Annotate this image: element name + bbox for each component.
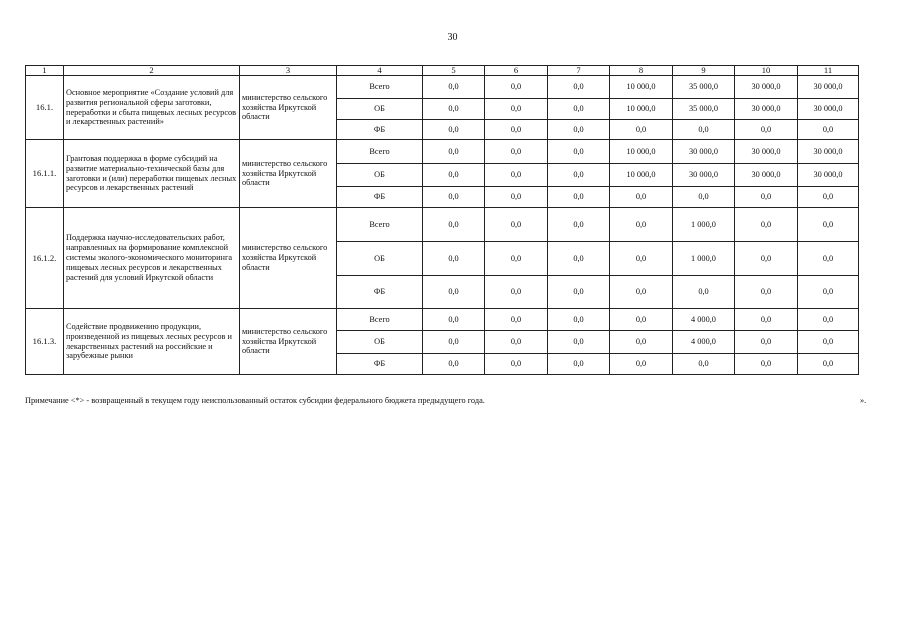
amount-cell: 0,0 xyxy=(798,187,859,208)
amount-cell: 0,0 xyxy=(485,309,548,331)
amount-cell: 0,0 xyxy=(548,309,610,331)
footnote: Примечание <*> - возвращенный в текущем году неиспользованный остаток субсидии федерального бюджета предыдущего года. xyxy=(25,396,485,405)
funding-source: ОБ xyxy=(337,164,423,187)
amount-cell: 0,0 xyxy=(735,187,798,208)
amount-cell: 1 000,0 xyxy=(673,242,735,276)
amount-cell: 30 000,0 xyxy=(798,99,859,120)
executor: министерство сельского хозяйства Иркутской области xyxy=(240,76,337,140)
amount-cell: 0,0 xyxy=(798,354,859,375)
amount-cell: 0,0 xyxy=(485,120,548,140)
amount-cell: 0,0 xyxy=(735,120,798,140)
amount-cell: 0,0 xyxy=(423,276,485,309)
amount-cell: 0,0 xyxy=(485,164,548,187)
amount-cell: 0,0 xyxy=(735,309,798,331)
funding-source: Всего xyxy=(337,140,423,164)
amount-cell: 0,0 xyxy=(548,120,610,140)
amount-cell: 0,0 xyxy=(610,242,673,276)
amount-cell: 0,0 xyxy=(548,331,610,354)
amount-cell: 0,0 xyxy=(610,331,673,354)
funding-source: ОБ xyxy=(337,242,423,276)
amount-cell: 0,0 xyxy=(548,276,610,309)
executor: министерство сельского хозяйства Иркутской области xyxy=(240,140,337,208)
amount-cell: 0,0 xyxy=(548,164,610,187)
activity-name: Содействие продвижению продукции, произведенной из пищевых лесных ресурсов и лекарственных растений на российские и зарубежные рынки xyxy=(64,309,240,375)
amount-cell: 0,0 xyxy=(485,76,548,99)
amount-cell: 0,0 xyxy=(798,331,859,354)
amount-cell: 0,0 xyxy=(423,120,485,140)
amount-cell: 0,0 xyxy=(735,208,798,242)
amount-cell: 0,0 xyxy=(610,120,673,140)
closing-quote-mark: ». xyxy=(860,396,867,405)
amount-cell: 10 000,0 xyxy=(610,76,673,99)
executor: министерство сельского хозяйства Иркутской области xyxy=(240,208,337,309)
amount-cell: 30 000,0 xyxy=(798,140,859,164)
amount-cell: 0,0 xyxy=(610,309,673,331)
header-row xyxy=(26,66,859,76)
amount-cell: 1 000,0 xyxy=(673,208,735,242)
activity-name: Поддержка научно-исследовательских работ, направленных на формирование комплексной системы эколого-экономического мониторинга пищевых лесных ресурсов и лекарственных растений для условий Иркутской области xyxy=(64,208,240,309)
activity-name: Грантовая поддержка в форме субсидий на развитие материально-технической базы для заготовки и (или) переработки пищевых лесных ресурсов и лекарственных растений xyxy=(64,140,240,208)
column-header: 7 xyxy=(548,66,610,76)
amount-cell: 0,0 xyxy=(423,187,485,208)
amount-cell: 0,0 xyxy=(485,242,548,276)
column-header: 2 xyxy=(64,66,240,76)
amount-cell: 30 000,0 xyxy=(673,164,735,187)
amount-cell: 30 000,0 xyxy=(673,140,735,164)
row-code: 16.1.1. xyxy=(26,140,64,208)
column-header: 6 xyxy=(485,66,548,76)
amount-cell: 0,0 xyxy=(423,354,485,375)
column-header: 1 xyxy=(26,66,64,76)
amount-cell: 0,0 xyxy=(548,242,610,276)
amount-cell: 35 000,0 xyxy=(673,99,735,120)
amount-cell: 0,0 xyxy=(548,208,610,242)
amount-cell: 0,0 xyxy=(485,99,548,120)
amount-cell: 0,0 xyxy=(798,242,859,276)
amount-cell: 0,0 xyxy=(485,140,548,164)
funding-source: ФБ xyxy=(337,354,423,375)
table-row xyxy=(26,208,859,242)
amount-cell: 0,0 xyxy=(610,276,673,309)
column-header: 11 xyxy=(798,66,859,76)
amount-cell: 0,0 xyxy=(610,208,673,242)
row-code: 16.1. xyxy=(26,76,64,140)
amount-cell: 30 000,0 xyxy=(798,164,859,187)
amount-cell: 10 000,0 xyxy=(610,99,673,120)
row-code: 16.1.3. xyxy=(26,309,64,375)
amount-cell: 0,0 xyxy=(423,208,485,242)
budget-table xyxy=(25,65,859,375)
amount-cell: 0,0 xyxy=(798,276,859,309)
funding-source: Всего xyxy=(337,76,423,99)
amount-cell: 0,0 xyxy=(423,140,485,164)
amount-cell: 4 000,0 xyxy=(673,309,735,331)
page-number: 30 xyxy=(447,32,458,43)
column-header: 10 xyxy=(735,66,798,76)
amount-cell: 0,0 xyxy=(673,187,735,208)
funding-source: ФБ xyxy=(337,120,423,140)
amount-cell: 0,0 xyxy=(423,331,485,354)
table-row xyxy=(26,309,859,331)
funding-source: ОБ xyxy=(337,331,423,354)
amount-cell: 0,0 xyxy=(798,309,859,331)
amount-cell: 0,0 xyxy=(548,140,610,164)
amount-cell: 0,0 xyxy=(423,309,485,331)
activity-name: Основное мероприятие «Создание условий для развития региональной сферы заготовки, переработки и сбыта пищевых лесных ресурсов и лекарственных растений» xyxy=(64,76,240,140)
column-header: 5 xyxy=(423,66,485,76)
amount-cell: 0,0 xyxy=(548,99,610,120)
amount-cell: 0,0 xyxy=(485,354,548,375)
amount-cell: 30 000,0 xyxy=(735,76,798,99)
funding-source: Всего xyxy=(337,208,423,242)
executor: министерство сельского хозяйства Иркутской области xyxy=(240,309,337,375)
column-header: 4 xyxy=(337,66,423,76)
amount-cell: 0,0 xyxy=(485,187,548,208)
amount-cell: 0,0 xyxy=(735,354,798,375)
amount-cell: 0,0 xyxy=(485,208,548,242)
funding-source: ФБ xyxy=(337,187,423,208)
amount-cell: 30 000,0 xyxy=(798,76,859,99)
amount-cell: 0,0 xyxy=(423,164,485,187)
amount-cell: 0,0 xyxy=(610,187,673,208)
amount-cell: 0,0 xyxy=(735,276,798,309)
amount-cell: 0,0 xyxy=(548,76,610,99)
row-code: 16.1.2. xyxy=(26,208,64,309)
amount-cell: 30 000,0 xyxy=(735,99,798,120)
column-header: 9 xyxy=(673,66,735,76)
column-header: 3 xyxy=(240,66,337,76)
amount-cell: 0,0 xyxy=(548,187,610,208)
amount-cell: 4 000,0 xyxy=(673,331,735,354)
amount-cell: 0,0 xyxy=(673,120,735,140)
amount-cell: 0,0 xyxy=(548,354,610,375)
amount-cell: 30 000,0 xyxy=(735,140,798,164)
amount-cell: 0,0 xyxy=(673,276,735,309)
amount-cell: 0,0 xyxy=(423,76,485,99)
amount-cell: 0,0 xyxy=(485,276,548,309)
table-row xyxy=(26,76,859,99)
amount-cell: 35 000,0 xyxy=(673,76,735,99)
funding-source: Всего xyxy=(337,309,423,331)
amount-cell: 0,0 xyxy=(423,99,485,120)
amount-cell: 0,0 xyxy=(423,242,485,276)
amount-cell: 0,0 xyxy=(735,242,798,276)
amount-cell: 10 000,0 xyxy=(610,164,673,187)
table-row xyxy=(26,140,859,164)
amount-cell: 30 000,0 xyxy=(735,164,798,187)
amount-cell: 0,0 xyxy=(485,331,548,354)
amount-cell: 0,0 xyxy=(610,354,673,375)
column-header: 8 xyxy=(610,66,673,76)
amount-cell: 0,0 xyxy=(798,120,859,140)
amount-cell: 0,0 xyxy=(735,331,798,354)
amount-cell: 0,0 xyxy=(673,354,735,375)
funding-source: ОБ xyxy=(337,99,423,120)
funding-source: ФБ xyxy=(337,276,423,309)
amount-cell: 0,0 xyxy=(798,208,859,242)
amount-cell: 10 000,0 xyxy=(610,140,673,164)
